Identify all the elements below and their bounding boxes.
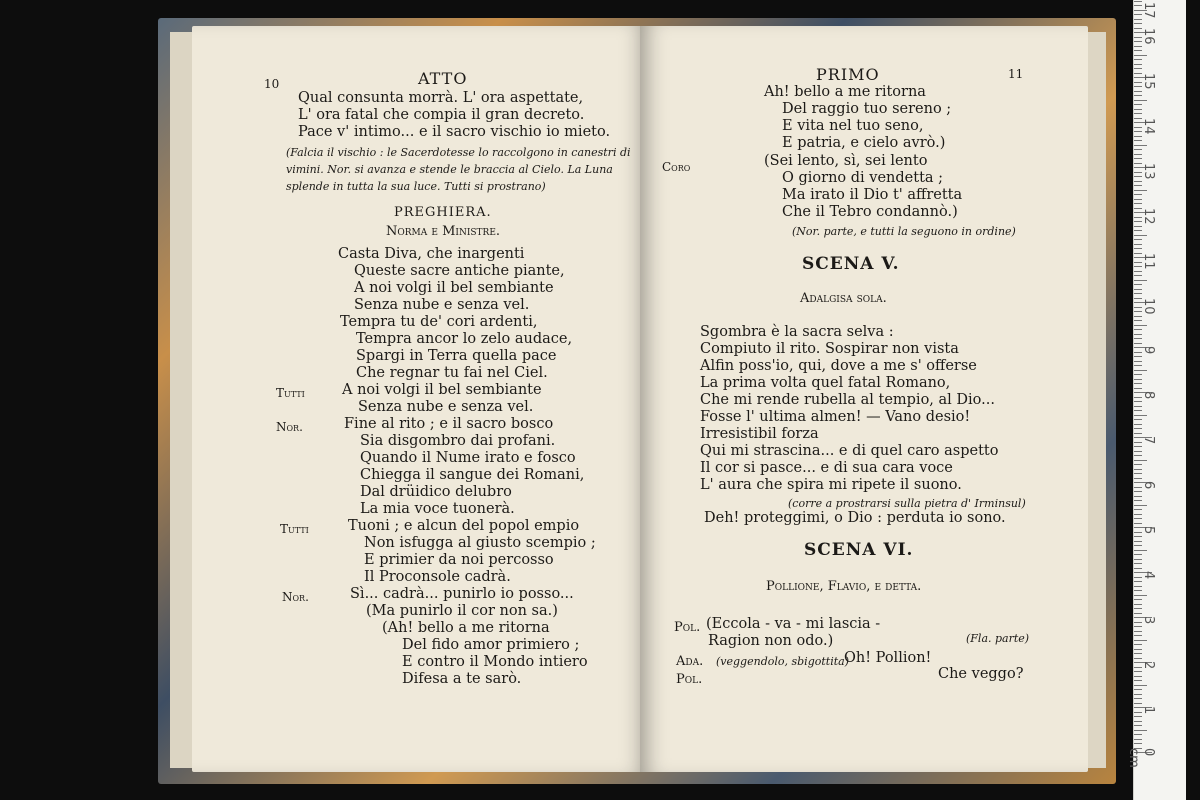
verse-line: E primier da noi percosso — [364, 552, 554, 568]
scene-subtitle: Pollione, Flavio, e detta. — [766, 579, 922, 594]
speaker-label: Pol. — [674, 620, 701, 635]
ruler-tick — [1134, 725, 1142, 726]
speaker-label: Pol. — [676, 672, 703, 687]
ruler-tick — [1134, 284, 1142, 285]
verse-line: Irresistibil forza — [700, 426, 819, 442]
speaker-label: Nor. — [276, 420, 303, 434]
verse-line: (Ah! bello a me ritorna — [382, 620, 550, 636]
ruler-tick — [1134, 608, 1142, 609]
ruler-tick — [1134, 275, 1142, 276]
ruler-number: 5 — [1141, 526, 1156, 535]
verse-line: Ah! bello a me ritorna — [764, 84, 926, 100]
ruler-tick — [1134, 689, 1142, 690]
ruler-tick — [1134, 194, 1142, 195]
verse-line: (Eccola - va - mi lascia - — [706, 616, 881, 632]
ruler-tick — [1134, 239, 1142, 240]
ruler-tick — [1134, 415, 1147, 416]
verse-line: E vita nel tuo seno, — [782, 118, 924, 134]
ruler-unit-label: 0 cm — [1126, 748, 1156, 768]
ruler-tick — [1134, 545, 1142, 546]
ruler-tick — [1134, 338, 1142, 339]
ruler-tick — [1134, 329, 1142, 330]
verse-line: La prima volta quel fatal Romano, — [700, 375, 951, 391]
ruler-number: 12 — [1141, 208, 1156, 225]
ruler-tick — [1134, 536, 1142, 537]
verse-line: Deh! proteggimi, o Dio : perduta io sono. — [704, 510, 1006, 526]
verse-line: (Sei lento, sì, sei lento — [764, 153, 928, 169]
verse-line: Il Proconsole cadrà. — [364, 569, 511, 585]
ruler-number: 15 — [1141, 73, 1156, 90]
ruler-tick — [1134, 91, 1142, 92]
ruler-tick — [1134, 140, 1142, 141]
ruler-tick — [1134, 226, 1142, 227]
ruler-tick — [1134, 365, 1142, 366]
ruler-tick — [1134, 595, 1147, 596]
ruler-tick — [1134, 68, 1142, 69]
ruler-tick — [1134, 145, 1147, 146]
ruler-tick — [1134, 559, 1142, 560]
ruler-tick — [1134, 500, 1142, 501]
ruler-tick — [1134, 509, 1142, 510]
ruler-tick — [1134, 428, 1142, 429]
ruler-tick — [1134, 244, 1142, 245]
running-header-left: ATTO — [418, 69, 468, 88]
ruler-tick — [1134, 185, 1142, 186]
verse-line: L' aura che spira mi ripete il suono. — [700, 477, 962, 493]
section-title: PREGHIERA. — [394, 205, 492, 220]
ruler-tick — [1134, 460, 1147, 461]
ruler-tick — [1134, 50, 1142, 51]
ruler-number: 2 — [1141, 661, 1156, 670]
ruler-tick — [1134, 644, 1142, 645]
ruler-tick — [1134, 604, 1142, 605]
verse-line: Casta Diva, che inargenti — [338, 246, 525, 262]
ruler-tick — [1134, 541, 1142, 542]
ruler-tick — [1134, 424, 1142, 425]
ruler-number: 8 — [1141, 391, 1156, 400]
stage-direction: (corre a prostrarsi sulla pietra d' Irminsul) — [788, 497, 1026, 510]
ruler-tick — [1134, 671, 1142, 672]
verse-line: O giorno di vendetta ; — [782, 170, 944, 186]
ruler-tick — [1134, 680, 1142, 681]
ruler-tick — [1134, 293, 1142, 294]
verse-line: Ragion non odo.) — [708, 633, 834, 649]
ruler-tick — [1134, 55, 1147, 56]
ruler-tick — [1134, 446, 1142, 447]
verse-line: A noi volgi il bel sembiante — [354, 280, 554, 296]
ruler-tick — [1134, 653, 1142, 654]
verse-line: Senza nube e senza vel. — [354, 297, 530, 313]
scene-heading: SCENA VI. — [804, 540, 914, 560]
verse-line: Sia disgombro dai profani. — [360, 433, 556, 449]
ruler-tick — [1134, 743, 1142, 744]
verse-line: L' ora fatal che compia il gran decreto. — [298, 107, 585, 123]
ruler-tick — [1134, 325, 1147, 326]
ruler-tick — [1134, 473, 1142, 474]
verse-line: Quando il Nume irato e fosco — [360, 450, 576, 466]
ruler-tick — [1134, 199, 1142, 200]
ruler-tick — [1134, 703, 1142, 704]
stage-direction: (Falcia il vischio : le Sacerdotesse lo raccolgono in canestri di — [286, 146, 631, 159]
ruler-tick — [1134, 383, 1142, 384]
ruler-tick — [1134, 289, 1142, 290]
verse-line: Fine al rito ; e il sacro bosco — [344, 416, 554, 432]
ruler-tick — [1134, 455, 1142, 456]
ruler-tick — [1134, 361, 1142, 362]
measuring-ruler — [1126, 0, 1186, 800]
ruler-number: 4 — [1141, 571, 1156, 580]
ruler-tick — [1134, 581, 1142, 582]
verse-line: Tempra ancor lo zelo audace, — [356, 331, 573, 347]
ruler-tick — [1134, 478, 1142, 479]
ruler-tick — [1134, 190, 1147, 191]
verse-line: Che veggo? — [938, 666, 1024, 682]
ruler-tick — [1134, 433, 1142, 434]
ruler-number: 1 — [1141, 706, 1156, 715]
ruler-tick — [1134, 464, 1142, 465]
ruler-tick — [1134, 419, 1142, 420]
stage-direction: (Fla. parte) — [966, 632, 1030, 645]
ruler-tick — [1134, 59, 1142, 60]
ruler-tick — [1134, 379, 1142, 380]
ruler-number: 13 — [1141, 163, 1156, 180]
ruler-tick — [1134, 230, 1142, 231]
ruler-tick — [1134, 568, 1142, 569]
ruler-tick — [1134, 698, 1142, 699]
speaker-label: Tutti — [280, 522, 309, 536]
stage-direction: (Nor. parte, e tutti la seguono in ordine) — [792, 225, 1016, 238]
ruler-tick — [1134, 181, 1142, 182]
speaker-label: Tutti — [276, 386, 305, 400]
ruler-tick — [1134, 23, 1142, 24]
ruler-tick — [1134, 19, 1142, 20]
ruler-tick — [1134, 109, 1142, 110]
ruler-tick — [1134, 590, 1142, 591]
ruler-number: 14 — [1141, 118, 1156, 135]
ruler-tick — [1134, 721, 1142, 722]
verse-line: Queste sacre antiche piante, — [354, 263, 565, 279]
ruler-tick — [1134, 451, 1142, 452]
speaker-label: Nor. — [282, 590, 309, 604]
verse-line: Non isfugga al giusto scempio ; — [364, 535, 596, 551]
ruler-tick — [1134, 523, 1142, 524]
ruler-number: 3 — [1141, 616, 1156, 625]
ruler-tick — [1134, 401, 1142, 402]
verse-line: Qual consunta morrà. L' ora aspettate, — [298, 90, 584, 106]
verse-line: Difesa a te sarò. — [402, 671, 522, 687]
ruler-tick — [1134, 563, 1142, 564]
ruler-tick — [1134, 505, 1147, 506]
verse-line: Pace v' intimo... e il sacro vischio io mieto. — [298, 124, 611, 140]
ruler-tick — [1134, 46, 1142, 47]
ruler-tick — [1134, 626, 1142, 627]
ruler-tick — [1134, 469, 1142, 470]
ruler-tick — [1134, 514, 1142, 515]
verse-line: (Ma punirlo il cor non sa.) — [366, 603, 558, 619]
verse-line: A noi volgi il bel sembiante — [342, 382, 542, 398]
ruler-tick — [1134, 518, 1142, 519]
ruler-tick — [1134, 640, 1147, 641]
speaker-label: Ada. — [676, 654, 704, 669]
ruler-tick — [1134, 685, 1147, 686]
verse-line: E contro il Mondo intiero — [402, 654, 588, 670]
ruler-tick — [1134, 716, 1142, 717]
ruler-tick — [1134, 739, 1142, 740]
section-subtitle: Norma e Ministre. — [386, 224, 501, 239]
ruler-tick — [1134, 149, 1142, 150]
ruler-tick — [1134, 649, 1142, 650]
ruler-tick — [1134, 734, 1142, 735]
verse-line: Il cor si pasce... e di sua cara voce — [700, 460, 953, 476]
ruler-tick — [1134, 730, 1147, 731]
ruler-tick — [1134, 271, 1142, 272]
ruler-tick — [1134, 158, 1142, 159]
page-number-right: 11 — [1008, 67, 1024, 81]
stage-direction: splende in tutta la sua luce. Tutti si prostrano) — [286, 180, 546, 193]
verse-line: Chiegga il sangue dei Romani, — [360, 467, 585, 483]
verse-line: Ma irato il Dio t' affretta — [782, 187, 963, 203]
verse-line: Che regnar tu fai nel Ciel. — [356, 365, 548, 381]
verse-line: Qui mi strascina... e di quel caro aspetto — [700, 443, 999, 459]
ruler-tick — [1134, 113, 1142, 114]
verse-line: Tuoni ; e alcun del popol empio — [348, 518, 580, 534]
ruler-number: 9 — [1141, 346, 1156, 355]
ruler-tick — [1134, 203, 1142, 204]
ruler-number: 6 — [1141, 481, 1156, 490]
ruler-tick — [1134, 599, 1142, 600]
verse-line: Che il Tebro condannò.) — [782, 204, 958, 220]
scene-subtitle: Adalgisa sola. — [800, 291, 887, 306]
ruler-tick — [1134, 100, 1147, 101]
ruler-number: 7 — [1141, 436, 1156, 445]
under-pages-right — [1086, 32, 1106, 768]
ruler-tick — [1134, 635, 1142, 636]
ruler-tick — [1134, 370, 1147, 371]
ruler-tick — [1134, 334, 1142, 335]
ruler-tick — [1134, 406, 1142, 407]
scene-heading: SCENA V. — [802, 254, 900, 274]
verse-line: Senza nube e senza vel. — [358, 399, 534, 415]
ruler-tick — [1134, 554, 1142, 555]
ruler-tick — [1134, 136, 1142, 137]
ruler-tick — [1134, 410, 1142, 411]
ruler-tick — [1134, 280, 1147, 281]
ruler-tick — [1134, 356, 1142, 357]
ruler-tick — [1134, 586, 1142, 587]
ruler-tick — [1134, 694, 1142, 695]
ruler-tick — [1134, 374, 1142, 375]
ruler-number: 16 — [1141, 28, 1156, 45]
verse-line: Oh! Pollion! — [844, 650, 932, 666]
ruler-number: 17 — [1141, 2, 1156, 19]
verse-line: La mia voce tuonerà. — [360, 501, 515, 517]
ruler-tick — [1134, 658, 1142, 659]
ruler-number: 10 — [1141, 298, 1156, 315]
ruler-number: 11 — [1141, 253, 1156, 270]
ruler-tick — [1134, 95, 1142, 96]
ruler-tick — [1134, 235, 1147, 236]
speaker-label: Coro — [662, 160, 691, 174]
verse-line: Compiuto il rito. Sospirar non vista — [700, 341, 959, 357]
stage-direction: vimini. Nor. si avanza e stende le braccia al Cielo. La Luna — [286, 163, 613, 176]
ruler-tick — [1134, 343, 1142, 344]
ruler-tick — [1134, 388, 1142, 389]
verse-line: Dal drüidico delubro — [360, 484, 512, 500]
right-page — [640, 26, 1088, 772]
ruler-tick — [1134, 104, 1142, 105]
ruler-tick — [1134, 64, 1142, 65]
ruler-tick — [1134, 496, 1142, 497]
verse-line: Sì... cadrà... punirlo io posso... — [350, 586, 574, 602]
verse-line: Tempra tu de' cori ardenti, — [340, 314, 538, 330]
verse-line: Del fido amor primiero ; — [402, 637, 580, 653]
verse-line: Spargi in Terra quella pace — [356, 348, 557, 364]
ruler-tick — [1134, 248, 1142, 249]
verse-line: E patria, e cielo avrò.) — [782, 135, 946, 151]
ruler-tick — [1134, 550, 1147, 551]
stage-direction: (veggendolo, sbigottita) — [716, 655, 849, 668]
page-number-left: 10 — [264, 77, 280, 91]
ruler-tick — [1134, 491, 1142, 492]
ruler-tick — [1134, 320, 1142, 321]
ruler-tick — [1134, 613, 1142, 614]
verse-line: Del raggio tuo sereno ; — [782, 101, 952, 117]
ruler-tick — [1134, 631, 1142, 632]
ruler-tick — [1134, 316, 1142, 317]
left-page — [192, 26, 648, 772]
running-header-right: PRIMO — [816, 65, 880, 84]
verse-line: Che mi rende rubella al tempio, al Dio... — [700, 392, 995, 408]
verse-line: Alfin poss'io, qui, dove a me s' offerse — [700, 358, 977, 374]
verse-line: Fosse l' ultima almen! — Vano desio! — [700, 409, 971, 425]
verse-line: Sgombra è la sacra selva : — [700, 324, 894, 340]
ruler-tick — [1134, 154, 1142, 155]
ruler-tick — [1134, 676, 1142, 677]
